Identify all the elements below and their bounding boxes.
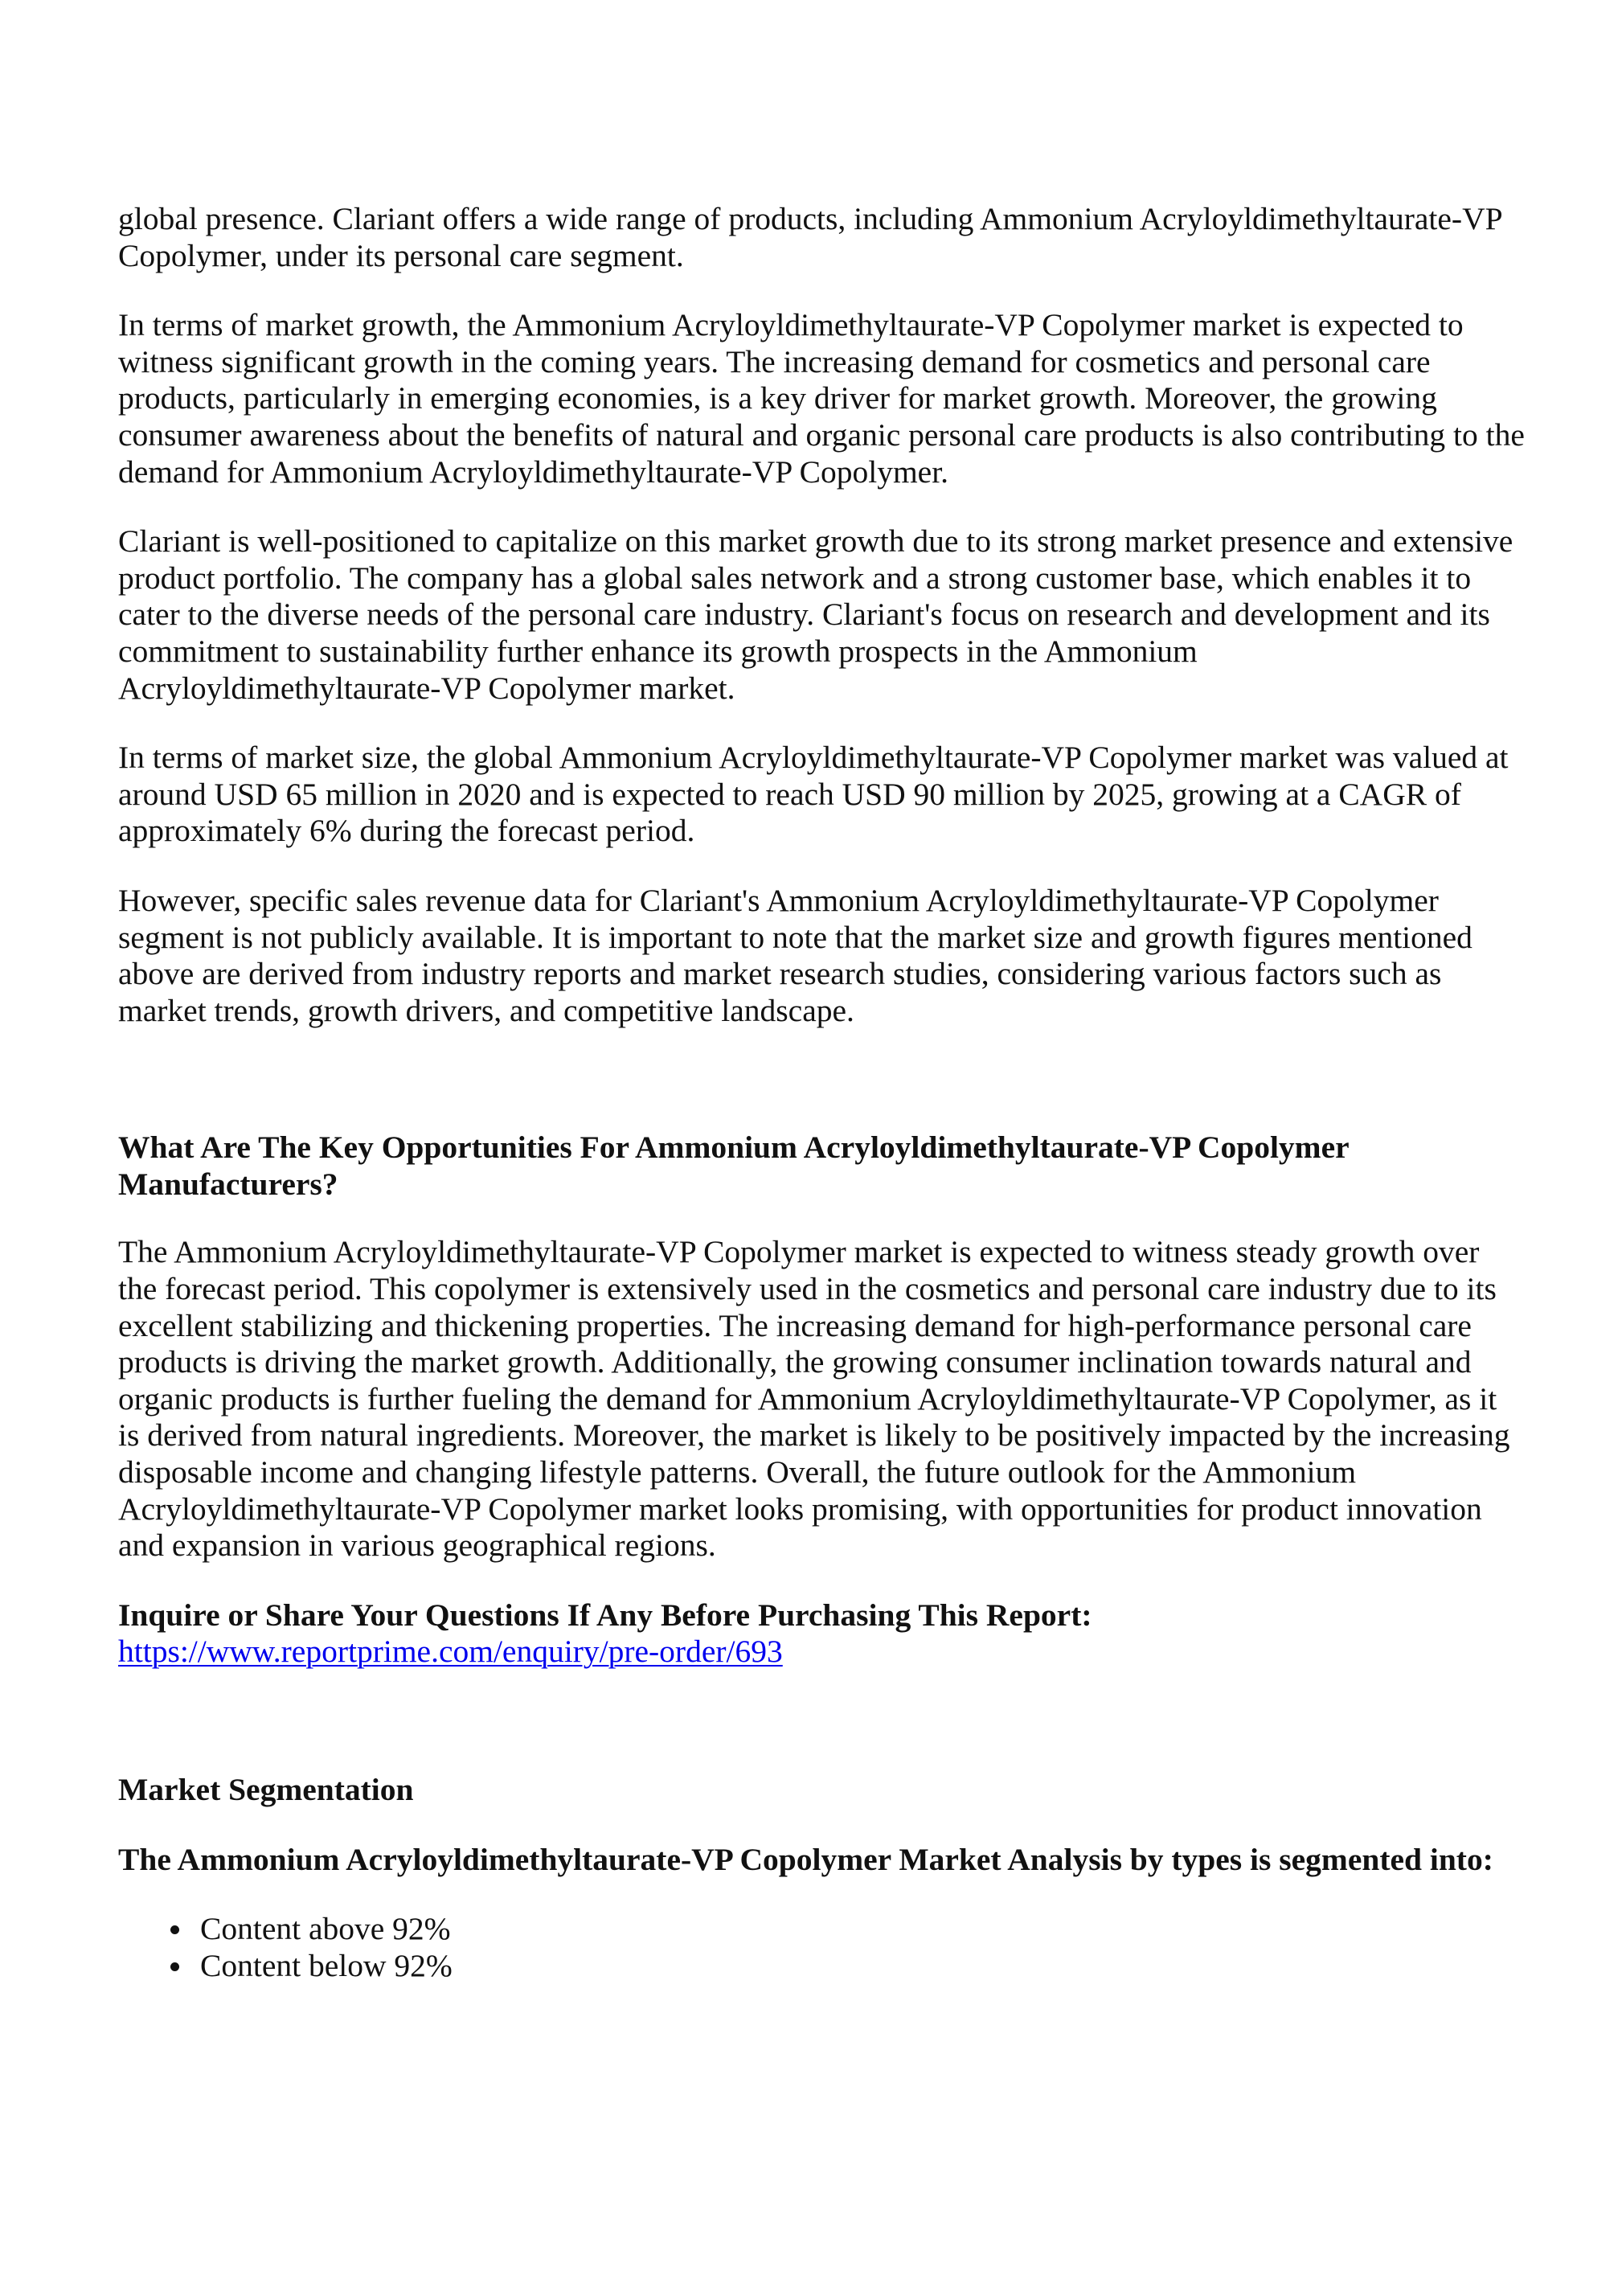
list-item [200,1948,1525,1985]
paragraph-clariant-positioning: Clariant is well-positioned to capitalize on this market growth due to its strong market presence and extensive product portfolio. The company has a global sales network and a strong customer base, which enables it to cater to the diverse needs of the personal care industry. Clariant's focus on research and development and its commitment to sustainability further enhance its growth prospects in the Ammonium Acryloyldimethyltaurate-VP Copolymer market. [118,523,1513,706]
heading-market-segmentation: Market Segmentation [118,1772,414,1807]
paragraph-sales-revenue-note: However, specific sales revenue data for Clariant's Ammonium Acryloyldimethyltaurate-VP Copolymer segment is not publicly available. It is important to note that the market size and growth figures mentioned above are derived from industry reports and market research studies, considering various factors such as market trends, growth drivers, and competitive landscape. [118,882,1472,1028]
paragraph-global-presence: global presence. Clariant offers a wide range of products, including Ammonium Acryloyldimethyltaurate-VP Copolymer, under its personal care segment. [118,201,1502,273]
enquiry-link[interactable]: https://www.reportprime.com/enquiry/pre-order/693 [118,1634,783,1670]
paragraph-opportunities: The Ammonium Acryloyldimethyltaurate-VP Copolymer market is expected to witness steady growth over the forecast period. This copolymer is extensively used in the cosmetics and personal care industry due to its excellent stabilizing and thickening properties. The increasing demand for high-performance personal care products is driving the market growth. Additionally, the growing consumer inclination towards natural and organic products is further fueling the demand for Ammonium Acryloyldimethyltaurate-VP Copolymer, as it is derived from natural ingredients. Moreover, the market is likely to be positively impacted by the increasing disposable income and changing lifestyle patterns. Overall, the future outlook for the Ammonium Acryloyldimethyltaurate-VP Copolymer market looks promising, with opportunities for product innovation and expansion in various geographical regions. [118,1234,1510,1564]
list-item [200,1911,1525,1948]
inquire-link-row [118,1634,1525,1671]
types-list [118,1911,1525,1984]
heading-types-segmentation: The Ammonium Acryloyldimethyltaurate-VP Copolymer Market Analysis by types is segmented into: [118,1841,1493,1877]
paragraph-market-growth: In terms of market growth, the Ammonium Acryloyldimethyltaurate-VP Copolymer market is expected to witness significant growth in the coming years. The increasing demand for cosmetics and personal care products, particularly in emerging economies, is a key driver for market growth. Moreover, the growing consumer awareness about the benefits of natural and organic personal care products is also contributing to the demand for Ammonium Acryloyldimethyltaurate-VP Copolymer. [118,307,1525,490]
inquire-label: Inquire or Share Your Questions If Any Before Purchasing This Report: [118,1597,1092,1633]
list-item-label: Content below 92% [200,1947,453,1983]
heading-key-opportunities: What Are The Key Opportunities For Ammonium Acryloyldimethyltaurate-VP Copolymer Manufacturers? [118,1130,1349,1202]
bullet-icon [170,1925,179,1934]
list-item-label: Content above 92% [200,1911,451,1947]
document-content [118,201,1525,1984]
paragraph-market-size: In terms of market size, the global Ammonium Acryloyldimethyltaurate-VP Copolymer market was valued at around USD 65 million in 2020 and is expected to reach USD 90 million by 2025, growing at a CAGR of approximately 6% during the forecast period. [118,740,1509,849]
bullet-icon [170,1962,179,1971]
